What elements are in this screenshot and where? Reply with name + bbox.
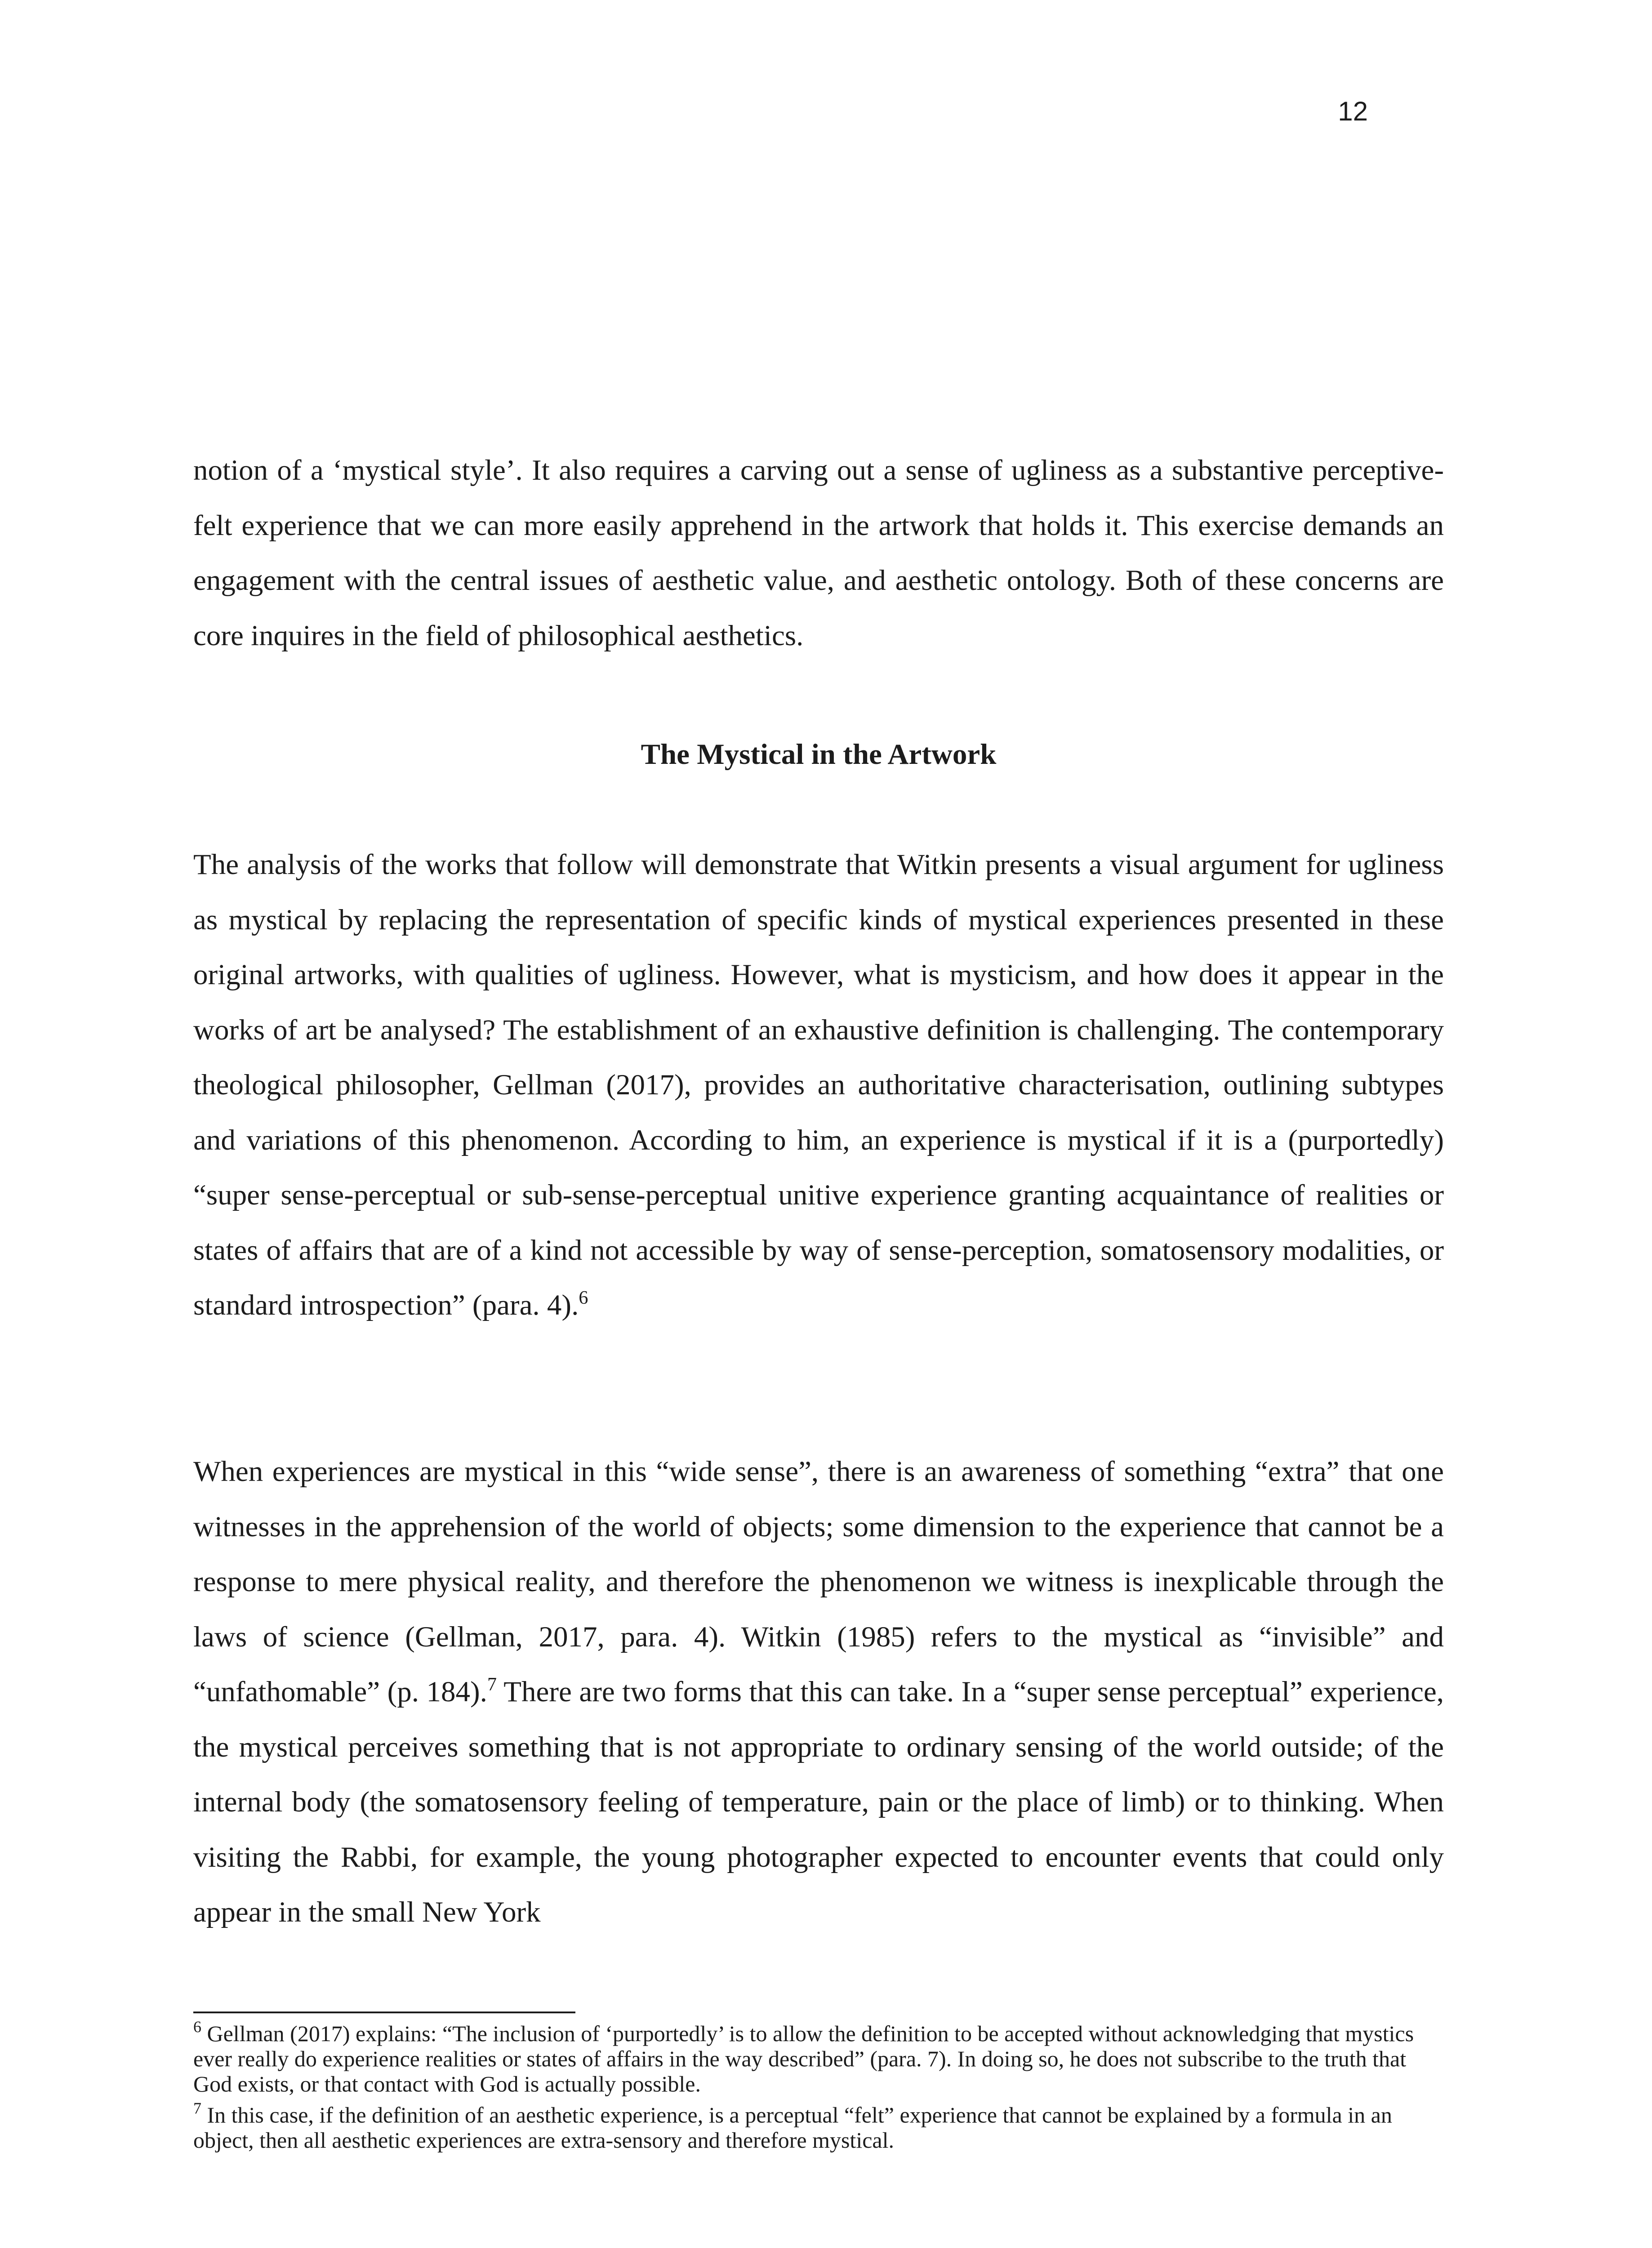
footnote-7-marker: 7	[193, 2099, 201, 2117]
paragraph-3-text-b: There are two forms that this can take. In a “super sense perceptual” experience, the mystical perceives something that is not appropriate to ordinary sensing of the world outside; of the internal body (the somatosensory feeling of temperature, pain or the place of limb) or to thinking. When visiting the Rabbi, for example, the young photographer expected to encounter events that could only appear in the small New York	[193, 1676, 1444, 1928]
footnote-6-marker: 6	[193, 2018, 201, 2036]
footnote-ref-6: 6	[579, 1288, 588, 1308]
page-number: 12	[1338, 96, 1368, 126]
footnote-ref-7: 7	[487, 1674, 497, 1695]
section-heading: The Mystical in the Artwork	[641, 738, 997, 771]
footnote-6	[193, 2018, 1444, 2096]
paragraph-2-text: The analysis of the works that follow will demonstrate that Witkin presents a visual argument for ugliness as mystical by replacing the representation of specific kinds of mystical experiences presented in these original artworks, with qualities of ugliness. However, what is mysticism, and how does it appear in the works of art be analysed? The establishment of an exhaustive definition is challenging. The contemporary theological philosopher, Gellman (2017), provides an authoritative characterisation, outlining subtypes and variations of this phenomenon. According to him, an experience is mystical if it is a (purportedly) “super sense-perceptual or sub-sense-perceptual unitive experience granting acquaintance of realities or states of affairs that are of a kind not accessible by way of sense-perception, somatosensory modalities, or standard introspection” (para. 4).	[193, 848, 1444, 1321]
footnote-separator	[193, 2012, 575, 2013]
paragraph-3-text-a: When experiences are mystical in this “wide sense”, there is an awareness of something “extra” that one witnesses in the apprehension of the world of objects; some dimension to the experience that cannot be a response to mere physical reality, and therefore the phenomenon we witness is inexplicable through the laws of science (Gellman, 2017, para. 4). Witkin (1985) refers to the mystical as “invisible” and “unfathomable” (p. 184).	[193, 1455, 1444, 1708]
paragraph-3	[193, 1444, 1444, 1940]
footnote-7	[193, 2099, 1444, 2153]
paragraph-1: notion of a ‘mystical style’. It also requires a carving out a sense of ugliness as a substantive perceptive-felt experience that we can more easily apprehend in the artwork that holds it. This exercise demands an engagement with the central issues of aesthetic value, and aesthetic ontology. Both of these concerns are core inquires in the field of philosophical aesthetics.	[193, 454, 1444, 652]
paragraph-2	[193, 837, 1444, 1333]
footnote-7-text: In this case, if the definition of an aesthetic experience, is a perceptual “felt” experience that cannot be explained by a formula in an object, then all aesthetic experiences are extra-sensory and therefore mystical.	[193, 2102, 1392, 2153]
footnote-6-text: Gellman (2017) explains: “The inclusion of ‘purportedly’ is to allow the definition to be accepted without acknowledging that mystics ever really do experience realities or states of affairs in the way described” (para. 7). In doing so, he does not subscribe to the truth that God exists, or that contact with God is actually possible.	[193, 2021, 1414, 2096]
